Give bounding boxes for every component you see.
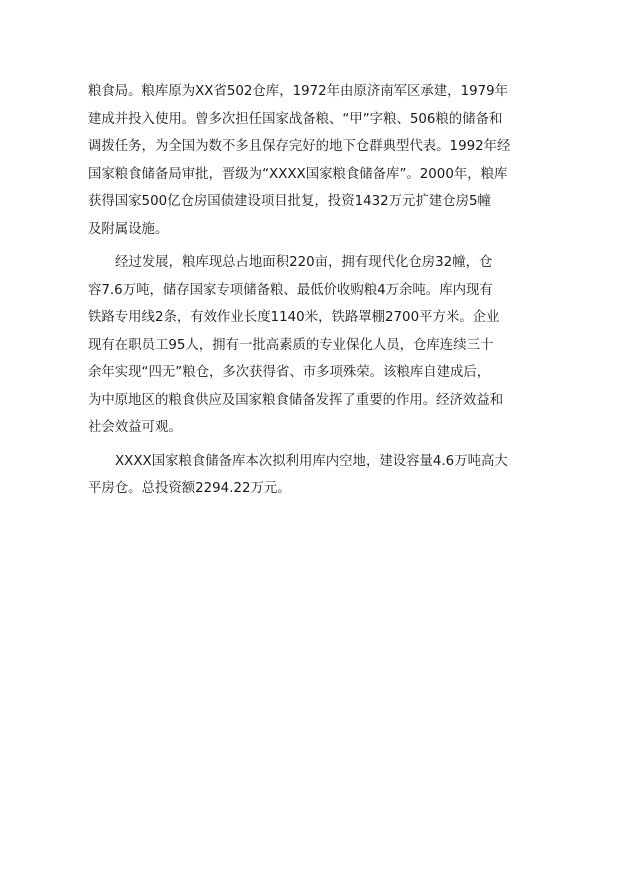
text-line: 粮食局。粮库原为XX省502仓库，1972年由原济南军区承建，1979年 [88, 84, 509, 99]
text-line: 国家粮食储备局审批，晋级为“XXXX国家粮食储备库”。2000年，粮库 [88, 166, 508, 182]
paragraph-history [88, 78, 546, 243]
paragraph-project [88, 448, 546, 503]
text-line: 及附属设施。 [88, 221, 169, 237]
text-line: XXXX国家粮食储备库本次拟利用库内空地，建设容量4.6万吨高大 [115, 453, 508, 469]
text-line: 余年实现“四无”粮仓，多次获得省、市多项殊荣。该粮库自建成后， [88, 365, 491, 380]
text-line: 现有在职员工95人，拥有一批高素质的专业保化人员，仓库连续三十 [88, 337, 494, 353]
text-line: 平房仓。总投资额2294.22万元。 [88, 481, 291, 496]
text-line: 经过发展，粮库现总占地面积220亩，拥有现代化仓房32幢，仓 [115, 255, 493, 270]
text-line: 铁路专用线2条，有效作业长度1140米，铁路罩棚2700平方米。企业 [88, 310, 500, 325]
text-line: 社会效益可观。 [88, 420, 182, 435]
document-body [88, 78, 546, 503]
text-line: 容7.6万吨，储存国家专项储备粮、最低价收购粮4万余吨。库内现有 [88, 282, 493, 298]
text-line: 调拨任务，为全国为数不多且保存完好的地下仓群典型代表。1992年经 [88, 139, 511, 154]
text-line: 为中原地区的粮食供应及国家粮食储备发挥了重要的作用。经济效益和 [88, 392, 504, 408]
text-line: 获得国家500亿仓房国债建设项目批复，投资1432万元扩建仓房5幢 [88, 194, 491, 209]
text-line: 建成并投入使用。曾多次担任国家战备粮、“甲”字粮、506粮的储备和 [88, 111, 503, 127]
paragraph-development [88, 249, 546, 442]
